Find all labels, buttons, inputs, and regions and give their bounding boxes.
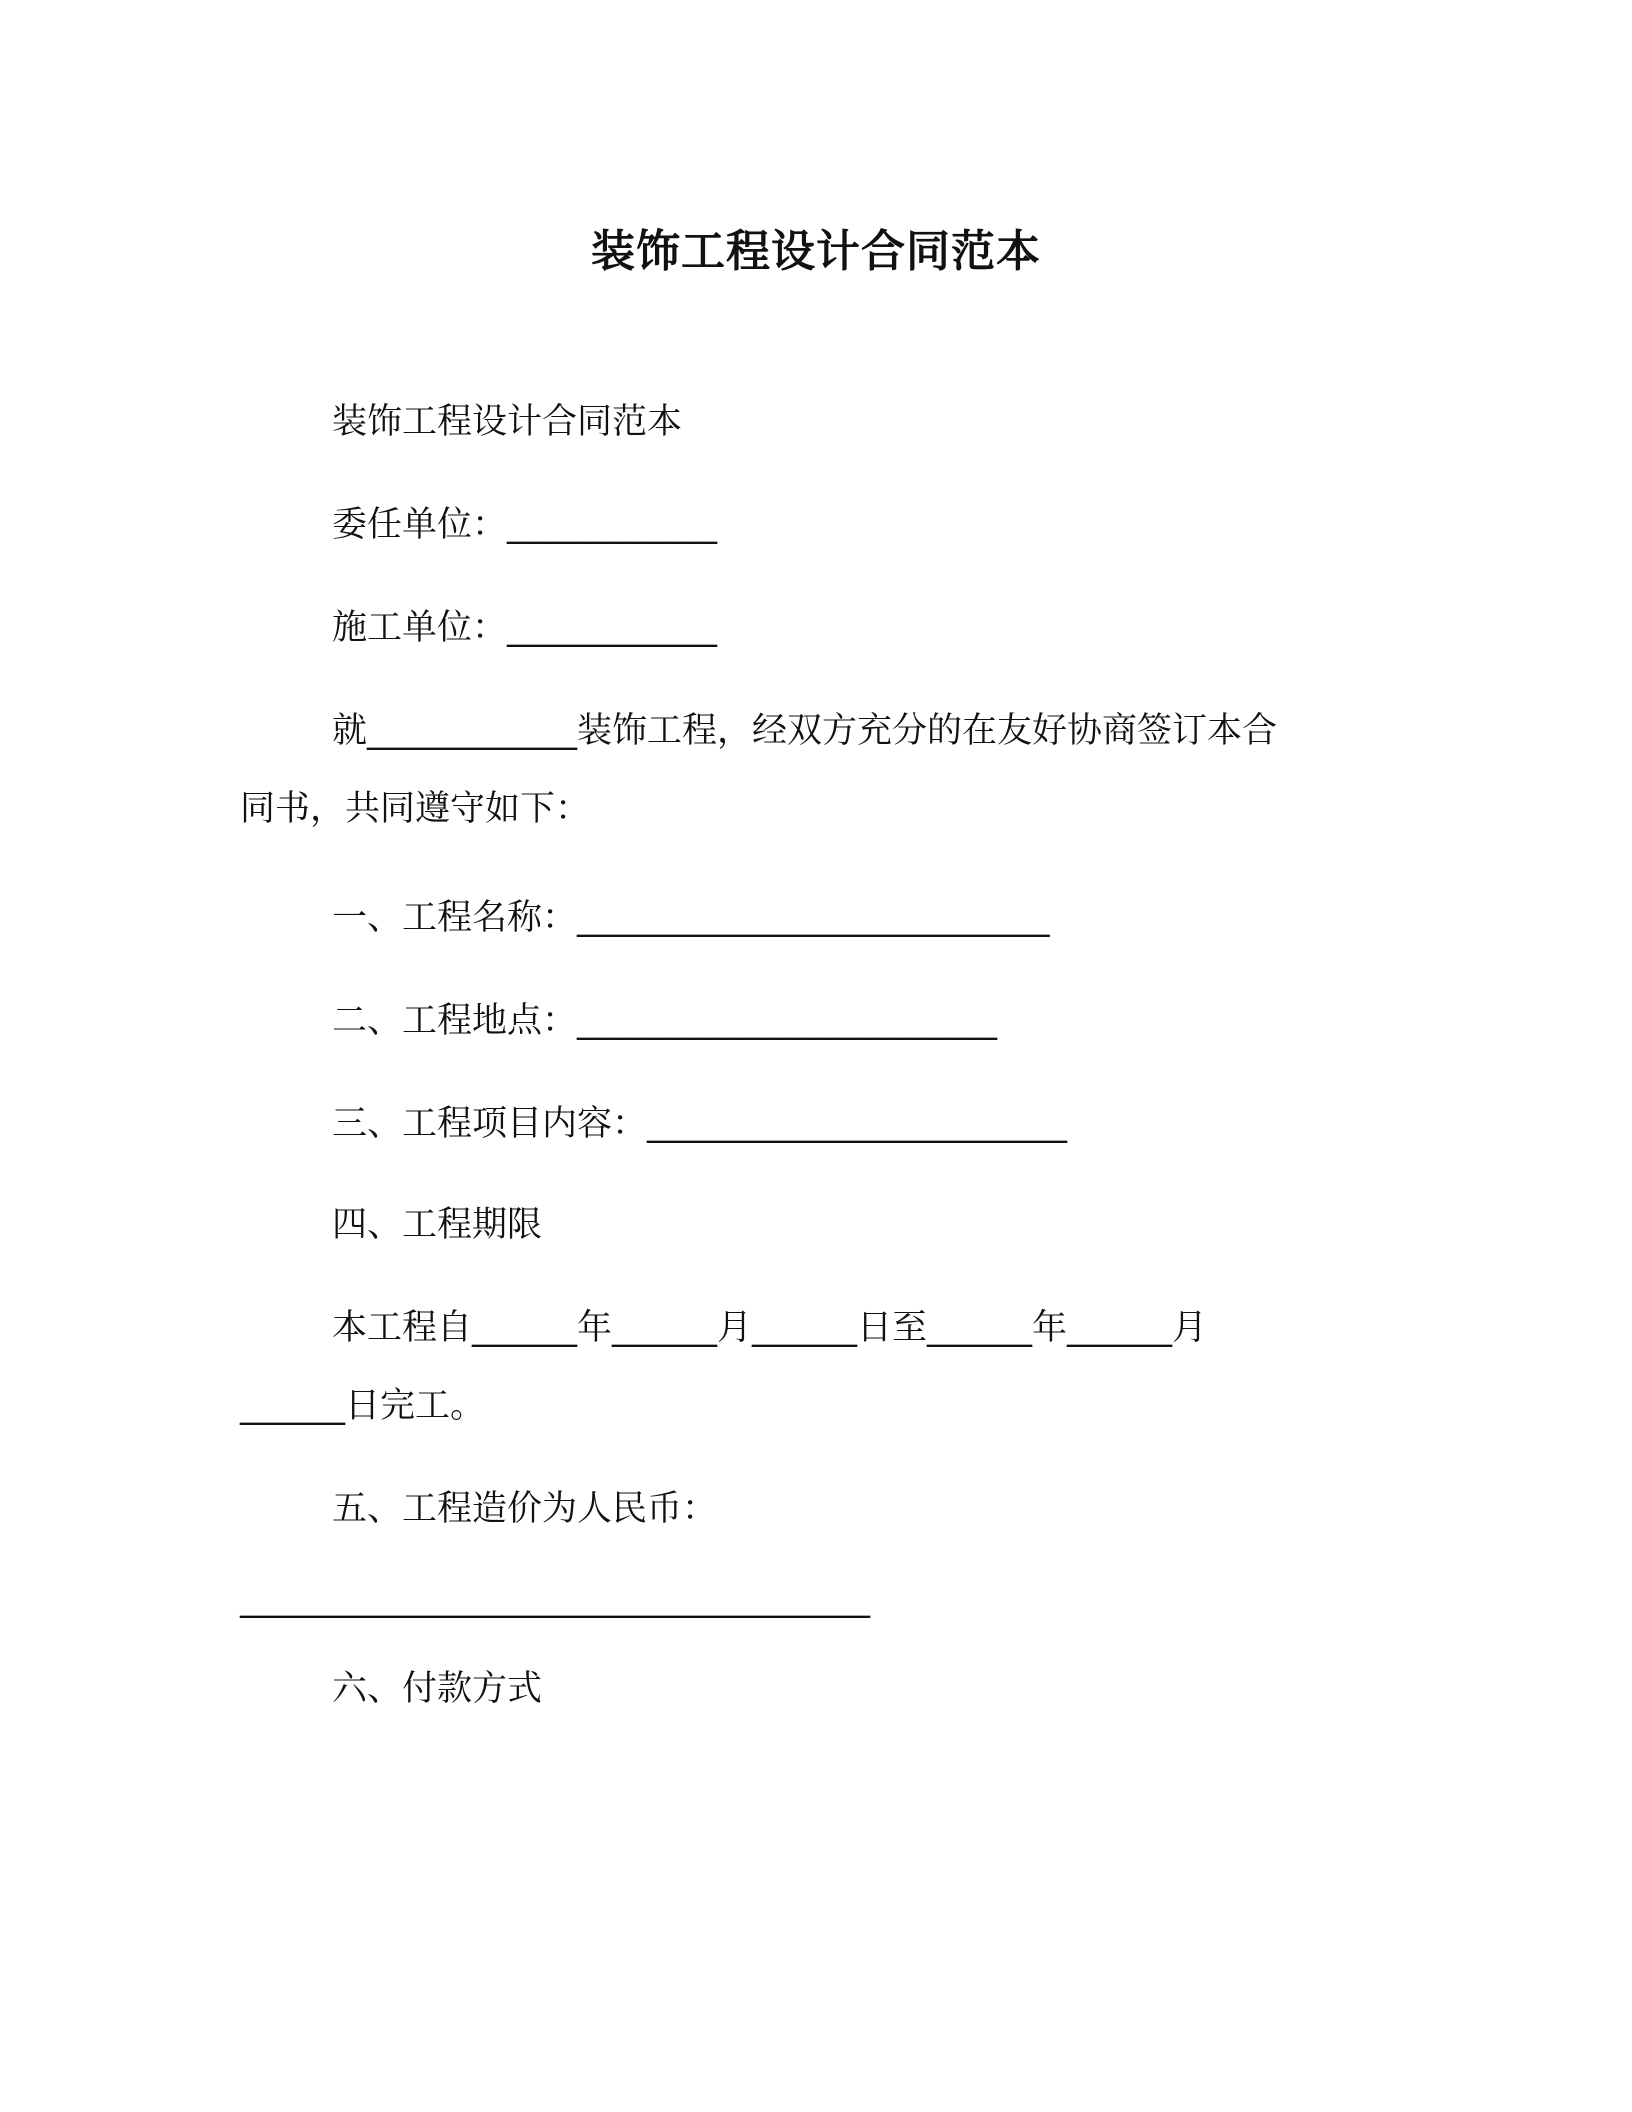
clause-6-payment-heading: 六、付款方式 — [332, 1669, 543, 1709]
clause-5-price-heading: 五、工程造价为人民币： — [332, 1489, 718, 1529]
clause-1-project-name: 一、工程名称：___________________________ — [332, 898, 1050, 938]
intro-line-2: 同书，共同遵守如下： — [240, 789, 591, 829]
document-title: 装饰工程设计合同范本 — [591, 226, 1041, 277]
clause-3-project-content: 三、工程项目内容：________________________ — [332, 1104, 1068, 1144]
intro-line-1: 就____________装饰工程，经双方充分的在友好协商签订本合 — [332, 711, 1278, 751]
clause-4-heading: 四、工程期限 — [332, 1205, 543, 1245]
subtitle-line: 装饰工程设计合同范本 — [332, 402, 683, 442]
contractor-unit-line: 施工单位：____________ — [332, 608, 718, 648]
client-unit-line: 委任单位：____________ — [332, 505, 718, 545]
clause-4-period-line-2: ______日完工。 — [240, 1386, 486, 1426]
clause-5-price-blank: ____________________________________ — [240, 1579, 870, 1619]
clause-4-period-line-1: 本工程自______年______月______日至______年______月 — [332, 1308, 1208, 1348]
clause-2-project-location: 二、工程地点：________________________ — [332, 1001, 998, 1041]
